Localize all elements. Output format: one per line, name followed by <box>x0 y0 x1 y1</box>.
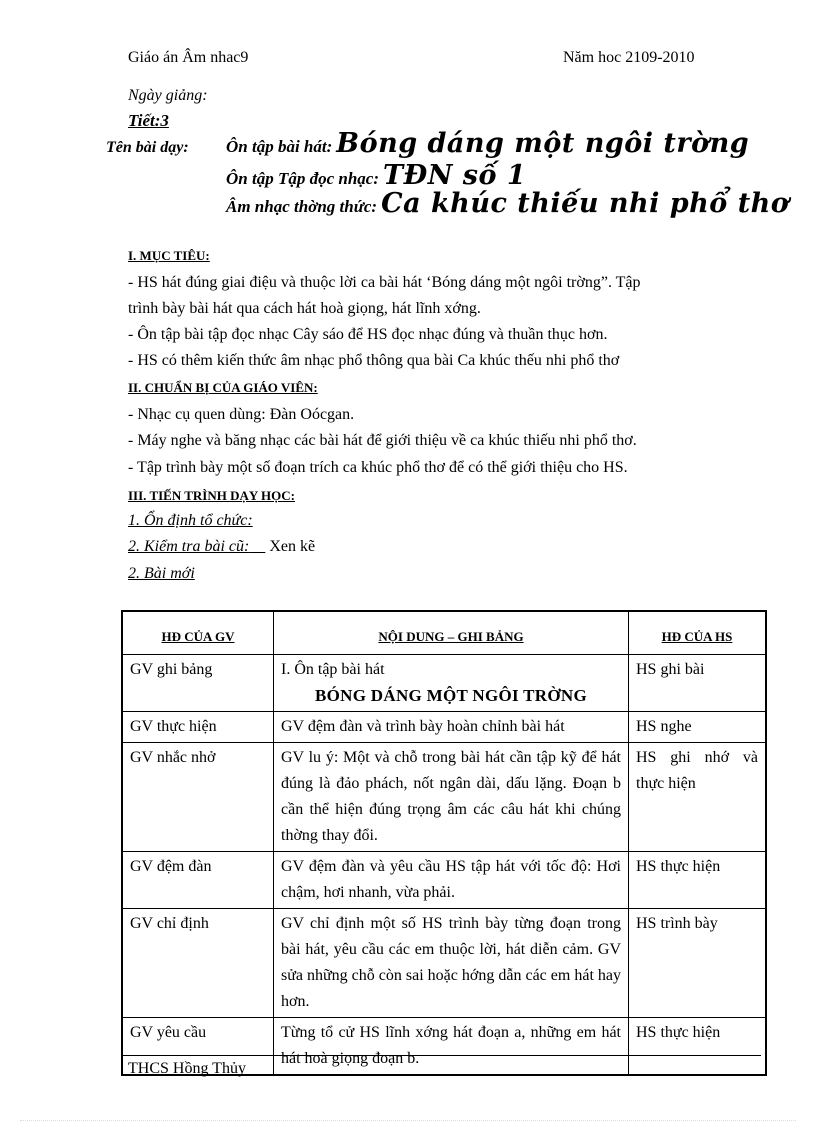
period-label: Tiết:3 <box>128 111 169 130</box>
content-cell: GV đệm đàn và yêu cầu HS tập hát với tốc độ: Hơi chậm, hơi nhanh, vừa phải. <box>274 852 629 909</box>
content-cell: Từng tổ cử HS lĩnh xớng hát đoạn a, những em hát hát hoà giọng đoạn b. <box>274 1018 629 1076</box>
objectives-line-4: - HS có thêm kiến thức âm nhạc phổ thông qua bài Ca khúc thếu nhi phổ thơ <box>128 352 620 369</box>
preparation-line-1: - Nhạc cụ quen dùng: Đàn Oócgan. <box>128 406 355 423</box>
header-student-activity: HĐ CỦA HS <box>629 611 767 655</box>
topic-2-title: TĐN số 1 <box>383 160 527 191</box>
student-activity-cell: HS ghi nhớ và thực hiện <box>629 743 767 852</box>
topic-3-prefix: Âm nhạc thờng thức: <box>226 197 378 216</box>
table-row <box>122 852 766 909</box>
table-row <box>122 655 766 712</box>
objectives-heading: I. MỤC TIÊU: <box>128 248 210 263</box>
step-2 <box>128 538 315 556</box>
objectives-line-2: trình bày bài hát qua cách hát hoà giọng, hát lĩnh xớng. <box>128 300 481 317</box>
teacher-activity-cell: GV nhắc nhở <box>122 743 274 852</box>
teacher-activity-cell: GV thực hiện <box>122 712 274 743</box>
date-label: Ngày giảng: <box>128 87 208 104</box>
table-row <box>122 743 766 852</box>
step-2-value: Xen kẽ <box>269 538 316 555</box>
teacher-activity-cell: GV đệm đàn <box>122 852 274 909</box>
content-cell: GV lu ý: Một và chỗ trong bài hát cần tập kỹ để hát đúng là đảo phách, nốt ngân dài, dấu lặng. Đoạn b cần thể hiện đúng trọng âm các câu hát khi chúng thờng thay đổi. <box>274 743 629 852</box>
footer-divider <box>121 1055 761 1056</box>
step-1-label: 1. Ổn định tổ chức: <box>128 512 253 529</box>
song-title: BÓNG DÁNG MỘT NGÔI TRỜNG <box>315 686 587 705</box>
student-activity-cell: HS ghi bài <box>629 655 767 712</box>
header-course: Giáo án Âm nhac9 <box>128 49 249 66</box>
preparation-heading: II. CHUẨN BỊ CỦA GIÁO VIÊN: <box>128 380 318 395</box>
table-row <box>122 909 766 1018</box>
process-heading: III. TIẾN TRÌNH DẠY HỌC: <box>128 488 295 503</box>
content-text: I. Ôn tập bài hát <box>281 661 385 678</box>
lesson-title-label: Tên bài dạy: <box>106 139 189 156</box>
lesson-topic-3 <box>226 188 789 219</box>
table-row <box>122 712 766 743</box>
table-header-row <box>122 611 766 655</box>
page-bottom-rule <box>20 1120 796 1121</box>
objectives-line-3: - Ôn tập bài tập đọc nhạc Cây sáo để HS đọc nhạc đúng và thuần thục hơn. <box>128 326 608 343</box>
student-activity-cell: HS nghe <box>629 712 767 743</box>
topic-1-title: Bóng dáng một ngôi trờng <box>336 128 750 159</box>
header-school-year: Năm hoc 2109-2010 <box>563 49 695 66</box>
student-activity-cell: HS thực hiện <box>629 852 767 909</box>
content-cell: GV chỉ định một số HS trình bày từng đoạn trong bài hát, yêu cầu các em thuộc lời, hát diễn cảm. GV sửa những chỗ còn sai hoặc hớng dẫn các em hát hay hơn. <box>274 909 629 1018</box>
teacher-activity-cell: GV ghi bảng <box>122 655 274 712</box>
header-content: NỘI DUNG – GHI BẢNG <box>274 611 629 655</box>
header-teacher-activity: HĐ CỦA GV <box>122 611 274 655</box>
topic-1-prefix: Ôn tập bài hát: <box>226 137 333 156</box>
content-cell <box>274 655 629 712</box>
preparation-line-3: - Tập trình bày một số đoạn trích ca khúc phổ thơ để có thể giới thiệu cho HS. <box>128 459 628 476</box>
step-3-label: 2. Bài mới <box>128 565 195 582</box>
topic-3-title: Ca khúc thiếu nhi phổ thơ <box>381 188 790 219</box>
objectives-line-1: - HS hát đúng giai điệu và thuộc lời ca bài hát ‘Bóng dáng một ngôi trờng”. Tập <box>128 274 641 291</box>
student-activity-cell: HS trình bày <box>629 909 767 1018</box>
content-cell: GV đệm đàn và trình bày hoàn chỉnh bài hát <box>274 712 629 743</box>
teacher-activity-cell: GV yêu cầu <box>122 1018 274 1076</box>
footer-school: THCS Hồng Thủy <box>128 1060 246 1077</box>
student-activity-cell: HS thực hiện <box>629 1018 767 1076</box>
teacher-activity-cell: GV chỉ định <box>122 909 274 1018</box>
topic-2-prefix: Ôn tập Tập đọc nhạc: <box>226 169 379 188</box>
activity-table <box>121 610 767 1076</box>
lesson-topic-1 <box>226 128 749 159</box>
preparation-line-2: - Máy nghe và băng nhạc các bài hát để giới thiệu về ca khúc thiếu nhi phổ thơ. <box>128 432 637 449</box>
step-2-label: 2. Kiểm tra bài cũ: <box>128 538 250 555</box>
lesson-topic-2 <box>226 160 526 191</box>
